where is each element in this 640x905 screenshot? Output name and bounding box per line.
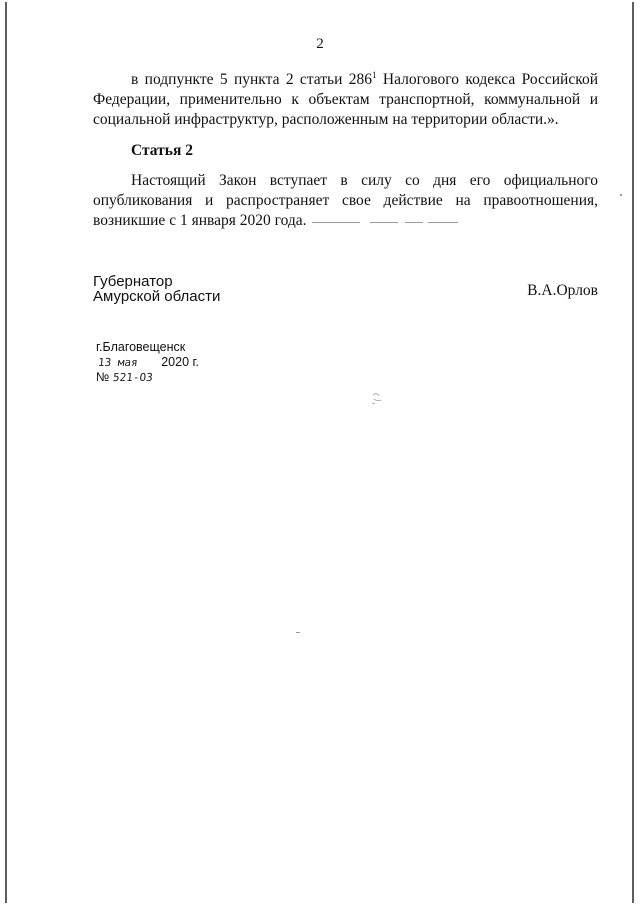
text-fragment: Налогового кодекса Российской: [376, 71, 598, 88]
signatory-name: В.А.Орлов: [527, 282, 598, 299]
article-title: Статья 2: [131, 142, 193, 159]
scan-artifact: [370, 222, 398, 223]
paragraph-line: опубликования и распространяет свое действие на правоотношения,: [93, 192, 598, 209]
paragraph-amendment: [93, 70, 598, 130]
enactment-year: 2020 г.: [161, 355, 200, 369]
enactment-city: г.Благовещенск: [96, 340, 186, 354]
scan-artifact: [428, 222, 458, 223]
page-number: 2: [316, 36, 324, 52]
scan-artifact: [405, 222, 423, 223]
signatory-title-line: Амурской области: [93, 288, 221, 305]
enactment-block: [96, 340, 199, 385]
paragraph-line: Настоящий Закон вступает в силу со дня его официального: [131, 172, 598, 189]
handwritten-date: 13 мая: [97, 356, 139, 369]
signatory-title-line: Губернатор: [93, 273, 173, 290]
paragraph-line: возникшие с 1 января 2020 года.: [93, 212, 307, 229]
scan-artifact: [620, 194, 622, 196]
signatory-title: [93, 274, 220, 304]
text-fragment: в подпункте 5 пункта 2 статьи 286: [131, 71, 373, 88]
scan-artifact: [312, 222, 360, 223]
number-prefix: №: [96, 370, 110, 384]
enactment-number: [96, 370, 199, 385]
handwritten-number: 521-ОЗ: [112, 371, 154, 384]
paragraph-line: Федерации, применительно к объектам транспортной, коммунальной и: [93, 91, 598, 108]
paragraph-line: [93, 70, 598, 90]
scan-artifact: [296, 632, 300, 633]
scan-artifact: [371, 392, 383, 406]
paragraph-line: социальной инфраструктур, расположенным на территории области.».: [93, 111, 559, 128]
superscript: 1: [372, 70, 377, 80]
enactment-date: [96, 355, 199, 370]
